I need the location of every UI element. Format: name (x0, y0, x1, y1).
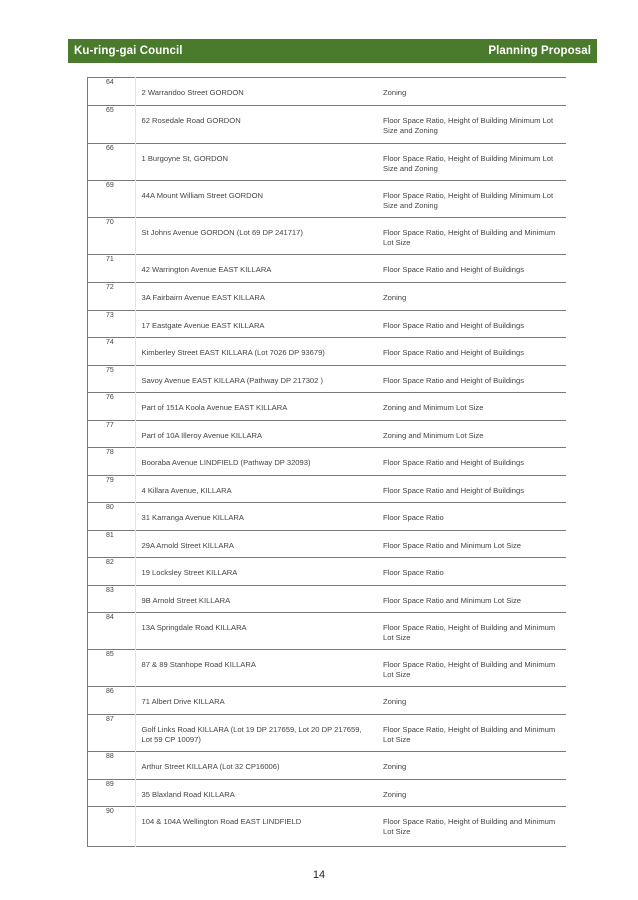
row-number: 74 (87, 338, 135, 366)
row-reason: Floor Space Ratio and Height of Buildings (383, 376, 524, 385)
table-row (87, 283, 566, 311)
table-row (87, 476, 566, 503)
row-reason: Floor Space Ratio and Height of Buildings (383, 348, 524, 357)
table-row (87, 311, 566, 338)
row-address: Golf Links Road KILLARA (Lot 19 DP 217659, Lot 20 DP 217659, Lot 59 CP 10097) (141, 725, 362, 744)
row-address: Savoy Avenue EAST KILLARA (Pathway DP 217302 ) (141, 376, 324, 385)
table-row (87, 586, 566, 613)
row-number: 80 (87, 503, 135, 531)
row-reason: Floor Space Ratio and Height of Buildings (383, 458, 524, 467)
row-reason: Zoning (383, 790, 407, 799)
row-address: 9B Arnold Street KILLARA (141, 596, 231, 605)
row-address: Part of 10A Illeroy Avenue KILLARA (141, 431, 263, 440)
row-reason: Floor Space Ratio, Height of Building Minimum Lot Size and Zoning (383, 154, 554, 173)
row-reason: Zoning (383, 88, 407, 97)
row-reason: Floor Space Ratio, Height of Building Minimum Lot Size and Zoning (383, 191, 554, 210)
row-reason: Zoning (383, 762, 407, 771)
row-reason: Zoning and Minimum Lot Size (383, 403, 484, 412)
row-number: 89 (87, 780, 135, 807)
row-number: 72 (87, 283, 135, 311)
row-reason: Floor Space Ratio, Height of Building and Minimum Lot Size (383, 725, 556, 744)
document-title: Planning Proposal (488, 45, 591, 57)
page-header (68, 39, 597, 63)
row-address: Part of 151A Koola Avenue EAST KILLARA (141, 403, 288, 412)
row-reason: Floor Space Ratio and Height of Buildings (383, 486, 524, 495)
row-address: Booraba Avenue LINDFIELD (Pathway DP 32093) (141, 458, 311, 467)
row-reason: Floor Space Ratio, Height of Building and Minimum Lot Size (383, 623, 556, 642)
table-row (87, 650, 566, 687)
row-reason: Zoning (383, 697, 407, 706)
table-row (87, 366, 566, 393)
row-address: 35 Blaxland Road KILLARA (141, 790, 235, 799)
row-number: 83 (87, 586, 135, 613)
row-reason: Floor Space Ratio, Height of Building and Minimum Lot Size (383, 817, 556, 836)
row-number: 78 (87, 448, 135, 476)
row-number: 76 (87, 393, 135, 421)
row-reason: Floor Space Ratio and Minimum Lot Size (383, 596, 522, 605)
row-reason: Floor Space Ratio (383, 513, 444, 522)
table-row (87, 338, 566, 366)
row-number: 86 (87, 687, 135, 715)
table-row (87, 144, 566, 181)
row-address: Arthur Street KILLARA (Lot 32 CP16006) (141, 762, 280, 771)
row-reason: Floor Space Ratio, Height of Building and Minimum Lot Size (383, 660, 556, 679)
row-number: 90 (87, 807, 135, 847)
table-row (87, 780, 566, 807)
row-address: 17 Eastgate Avenue EAST KILLARA (141, 321, 265, 330)
row-number: 69 (87, 181, 135, 218)
council-title: Ku-ring-gai Council (74, 45, 183, 57)
row-reason: Floor Space Ratio and Height of Buildings (383, 265, 524, 274)
table-row (87, 448, 566, 476)
row-address: 29A Arnold Street KILLARA (141, 541, 234, 550)
row-number: 75 (87, 366, 135, 393)
row-number: 87 (87, 715, 135, 752)
table-row (87, 752, 566, 780)
row-address: 42 Warrington Avenue EAST KILLARA (141, 265, 272, 274)
row-reason: Floor Space Ratio and Height of Buildings (383, 321, 524, 330)
row-number: 71 (87, 255, 135, 283)
table-row (87, 181, 566, 218)
table-row (87, 503, 566, 531)
row-number: 77 (87, 421, 135, 448)
table-row (87, 393, 566, 421)
sites-table (87, 77, 566, 847)
table-row (87, 421, 566, 448)
row-address: 3A Fairbairn Avenue EAST KILLARA (141, 293, 265, 302)
row-address: 2 Warrandoo Street GORDON (141, 88, 244, 97)
table-row (87, 78, 566, 106)
table-row (87, 106, 566, 144)
row-reason: Zoning and Minimum Lot Size (383, 431, 484, 440)
row-reason: Floor Space Ratio and Minimum Lot Size (383, 541, 522, 550)
row-number: 88 (87, 752, 135, 780)
table-row (87, 558, 566, 586)
table-row (87, 687, 566, 715)
row-number: 73 (87, 311, 135, 338)
table-row (87, 807, 566, 847)
row-address: Kimberley Street EAST KILLARA (Lot 7026 DP 93679) (141, 348, 325, 357)
row-address: 104 & 104A Wellington Road EAST LINDFIELD (141, 817, 302, 826)
row-address: 71 Albert Drive KILLARA (141, 697, 225, 706)
row-address: 31 Karranga Avenue KILLARA (141, 513, 244, 522)
table-row (87, 255, 566, 283)
row-number: 85 (87, 650, 135, 687)
row-reason: Zoning (383, 293, 407, 302)
row-address: 44A Mount William Street GORDON (141, 191, 264, 200)
row-number: 65 (87, 106, 135, 144)
row-number: 66 (87, 144, 135, 181)
row-number: 82 (87, 558, 135, 586)
row-address: 1 Burgoyne St, GORDON (141, 154, 229, 163)
row-reason: Floor Space Ratio (383, 568, 444, 577)
row-number: 64 (87, 78, 135, 106)
table-row (87, 613, 566, 650)
row-address: St Johns Avenue GORDON (Lot 69 DP 241717) (141, 228, 303, 237)
row-address: 13A Springdale Road KILLARA (141, 623, 247, 632)
row-reason: Floor Space Ratio, Height of Building and Minimum Lot Size (383, 228, 556, 247)
row-address: 4 Killara Avenue, KILLARA (141, 486, 232, 495)
page-number: 14 (312, 869, 326, 881)
row-number: 81 (87, 531, 135, 558)
row-address: 62 Rosedale Road GORDON (141, 116, 241, 125)
row-number: 79 (87, 476, 135, 503)
row-address: 19 Locksley Street KILLARA (141, 568, 238, 577)
row-reason: Floor Space Ratio, Height of Building Minimum Lot Size and Zoning (383, 116, 554, 135)
table-row (87, 531, 566, 558)
table-row (87, 715, 566, 752)
row-address: 87 & 89 Stanhope Road KILLARA (141, 660, 256, 669)
table-row (87, 218, 566, 255)
row-number: 84 (87, 613, 135, 650)
row-number: 70 (87, 218, 135, 255)
